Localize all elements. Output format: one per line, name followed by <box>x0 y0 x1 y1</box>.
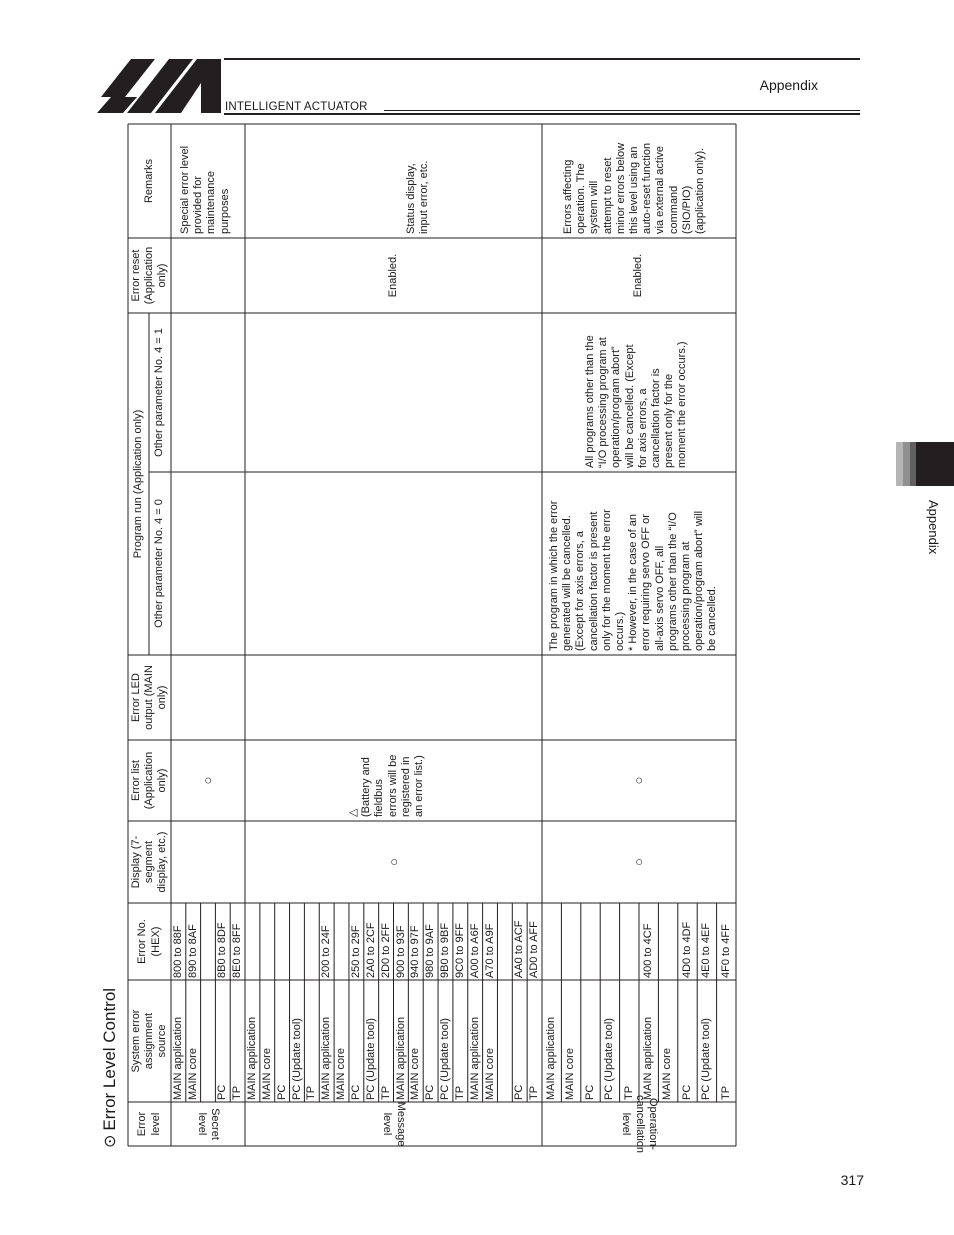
opcancel-source-cell: PC (Update tool) <box>603 1018 616 1100</box>
message-error-reset: Enabled. <box>386 253 399 298</box>
message-source-cell: TP <box>305 1085 318 1100</box>
message-error-no-cell: A70 to A9F <box>483 923 496 978</box>
opcancel-error-list: ○ <box>631 776 647 785</box>
message-display: ○ <box>385 858 401 866</box>
secret-source-cell: MAIN core <box>186 1048 199 1100</box>
message-source-cell: MAIN application <box>246 1016 258 1100</box>
opcancel-error-no-cell <box>600 901 619 980</box>
message-error-no-cell: 2D0 to 2FF <box>379 922 392 978</box>
secret-error-no-cell: 8E0 to 8FF <box>231 923 244 978</box>
secret-error-list: ○ <box>200 776 216 785</box>
iai-logo <box>97 57 221 113</box>
message-source-cell: PC <box>513 1084 526 1100</box>
message-source-cell: PC (Update tool) <box>290 1018 303 1100</box>
opcancel-param-0: The program in which the error generated will be cancelled. (Except for axis errors, a cancellation factor is present only for the moment the error occurs.) * However, in the case of an error requiring servo OFF or all-axis servo OFF, all programs other than the “I/O processing program at operation/program abort” will be cancelled. <box>548 500 719 651</box>
secret-source-cell: TP <box>231 1085 244 1100</box>
page-title <box>100 988 120 1148</box>
header-error-level: Error level <box>136 1111 162 1137</box>
message-source-cell: MAIN core <box>260 1048 273 1100</box>
error-level-table <box>128 124 736 1154</box>
message-source-cell: MAIN core <box>483 1048 496 1100</box>
message-error-no-cell <box>304 901 319 980</box>
header-error-no: Error No. (HEX) <box>136 919 162 964</box>
opcancel-error-no-cell <box>581 901 600 980</box>
message-source-cell: MAIN application <box>394 1016 407 1100</box>
message-remarks: Status display, input error, etc. <box>405 160 431 234</box>
message-error-no-cell <box>275 901 290 980</box>
message-error-no-cell <box>260 901 275 980</box>
header-param-1: Other parameter No. 4 = 1 <box>153 328 166 457</box>
side-tab <box>916 442 954 486</box>
header-rule-top <box>224 58 860 60</box>
opcancel-error-reset: Enabled. <box>632 253 645 298</box>
header-program-run: Program run (Application only) <box>131 409 144 559</box>
opcancel-error-no-cell: 4D0 to 4DF <box>680 921 693 978</box>
message-source-cell: MAIN core <box>409 1048 422 1100</box>
message-source-cell: MAIN application <box>320 1016 333 1100</box>
opcancel-source-cell: TP <box>719 1085 732 1100</box>
opcancel-error-no-cell: 4F0 to 4FF <box>719 924 732 978</box>
opcancel-source-cell: MAIN core <box>661 1048 674 1100</box>
message-source-cell: TP <box>379 1085 392 1100</box>
secret-error-no-cell: 800 to 88F <box>172 925 184 978</box>
message-source-cell <box>497 978 512 1102</box>
opcancel-error-no-cell <box>542 901 561 980</box>
secret-source-cell: PC <box>216 1084 229 1100</box>
header-error-reset: Error reset (Application only) <box>129 246 169 305</box>
opcancel-source-cell: PC <box>583 1084 596 1100</box>
message-source-cell: TP <box>528 1085 541 1100</box>
page-number: 317 <box>840 1172 864 1188</box>
opcancel-source-cell: TP <box>622 1085 635 1100</box>
title-text: Error Level Control <box>100 987 119 1131</box>
message-error-no-cell: 250 to 29F <box>349 925 362 978</box>
secret-source-cell: MAIN application <box>172 1016 184 1100</box>
header-section: Appendix <box>759 77 818 93</box>
message-error-no-cell <box>290 901 305 980</box>
message-error-no-cell: AD0 to AFF <box>528 921 541 978</box>
message-error-no-cell: 2A0 to 2CF <box>364 922 377 978</box>
side-tab-shade <box>903 442 910 486</box>
opcancel-remarks: Errors affecting operation. The system will attempt to reset minor errors below this level using an auto-reset function via external active command (SIO/PIO) (application only). <box>562 142 707 234</box>
message-error-no-cell: 940 to 97F <box>409 925 422 978</box>
message-error-no-cell: A00 to A6F <box>468 923 481 978</box>
opcancel-error-no-cell <box>620 901 639 980</box>
secret-error-no-cell: 8B0 to 8DF <box>216 922 229 978</box>
secret-remarks: Special error level provided for maintenance purposes <box>179 145 231 234</box>
header-rule-thin <box>384 110 860 111</box>
secret-level-label: Secret level <box>196 1108 222 1140</box>
opcancel-level-label: Operation-cancellation level <box>620 1094 659 1154</box>
side-tab-label: Appendix <box>926 500 941 555</box>
message-error-no-cell: 200 to 24F <box>320 925 333 978</box>
header-display: Display (7- segment display, etc.) <box>129 831 169 893</box>
opcancel-source-cell: PC (Update tool) <box>700 1018 713 1100</box>
opcancel-source-cell: PC <box>680 1084 693 1100</box>
message-source-cell: PC <box>275 1084 288 1100</box>
message-source-cell: PC (Update tool) <box>439 1018 452 1100</box>
message-source-cell: PC <box>349 1084 362 1100</box>
title-bullet-icon: ⊙ <box>102 1134 119 1148</box>
header-param-0: Other parameter No. 4 = 0 <box>153 499 166 628</box>
header-error-list: Error list (Application only) <box>129 751 169 810</box>
message-error-no-cell: AA0 to ACF <box>513 920 526 978</box>
message-error-no-cell <box>245 901 260 980</box>
header-error-led: Error LED output (MAIN only) <box>129 665 169 730</box>
opcancel-error-no-cell: 4E0 to 4EF <box>700 922 713 978</box>
message-source-cell: MAIN core <box>335 1048 348 1100</box>
message-source-cell: PC (Update tool) <box>364 1018 377 1100</box>
message-source-cell: TP <box>453 1085 466 1100</box>
opcancel-display: ○ <box>631 858 647 866</box>
header-source: System error assignment source <box>129 1009 169 1073</box>
message-error-no-cell: 9C0 to 9FF <box>453 922 466 978</box>
opcancel-error-no-cell: 400 to 4CF <box>642 923 654 978</box>
secret-error-no-cell: 890 to 8AF <box>186 924 199 978</box>
opcancel-error-no-cell <box>561 901 580 980</box>
message-error-list: △ (Battery and fieldbus errors will be registered in an error list.) <box>347 754 426 817</box>
opcancel-param-1: All programs other than the “I/O processing program at operation/program abort” will be cancelled. (Except for axis errors, a cancellation factor is present only for the moment the error occurs.) <box>584 335 689 468</box>
message-error-no-cell: 980 to 9AF <box>424 924 437 978</box>
message-level-label: Message level <box>381 1101 407 1147</box>
message-error-no-cell: 900 to 93F <box>394 925 407 978</box>
opcancel-source-cell: MAIN core <box>564 1048 577 1100</box>
message-source-cell: MAIN application <box>468 1016 481 1100</box>
secret-source-cell <box>201 978 216 1102</box>
opcancel-source-cell: MAIN application <box>642 1016 654 1100</box>
side-tab-shade <box>896 442 903 486</box>
message-error-no-cell: 9B0 to 9BF <box>439 922 452 978</box>
opcancel-source-cell: MAIN application <box>545 1016 557 1100</box>
message-error-no-cell <box>334 901 349 980</box>
secret-error-no-cell <box>201 901 216 980</box>
error-level-table-region <box>100 124 736 1154</box>
header-remarks: Remarks <box>142 159 155 204</box>
message-source-cell: PC <box>424 1084 437 1100</box>
header-rule-bottom <box>224 113 860 115</box>
opcancel-error-no-cell <box>658 901 677 980</box>
brand-name: INTELLIGENT ACTUATOR <box>225 101 368 113</box>
message-error-no-cell <box>497 901 512 980</box>
